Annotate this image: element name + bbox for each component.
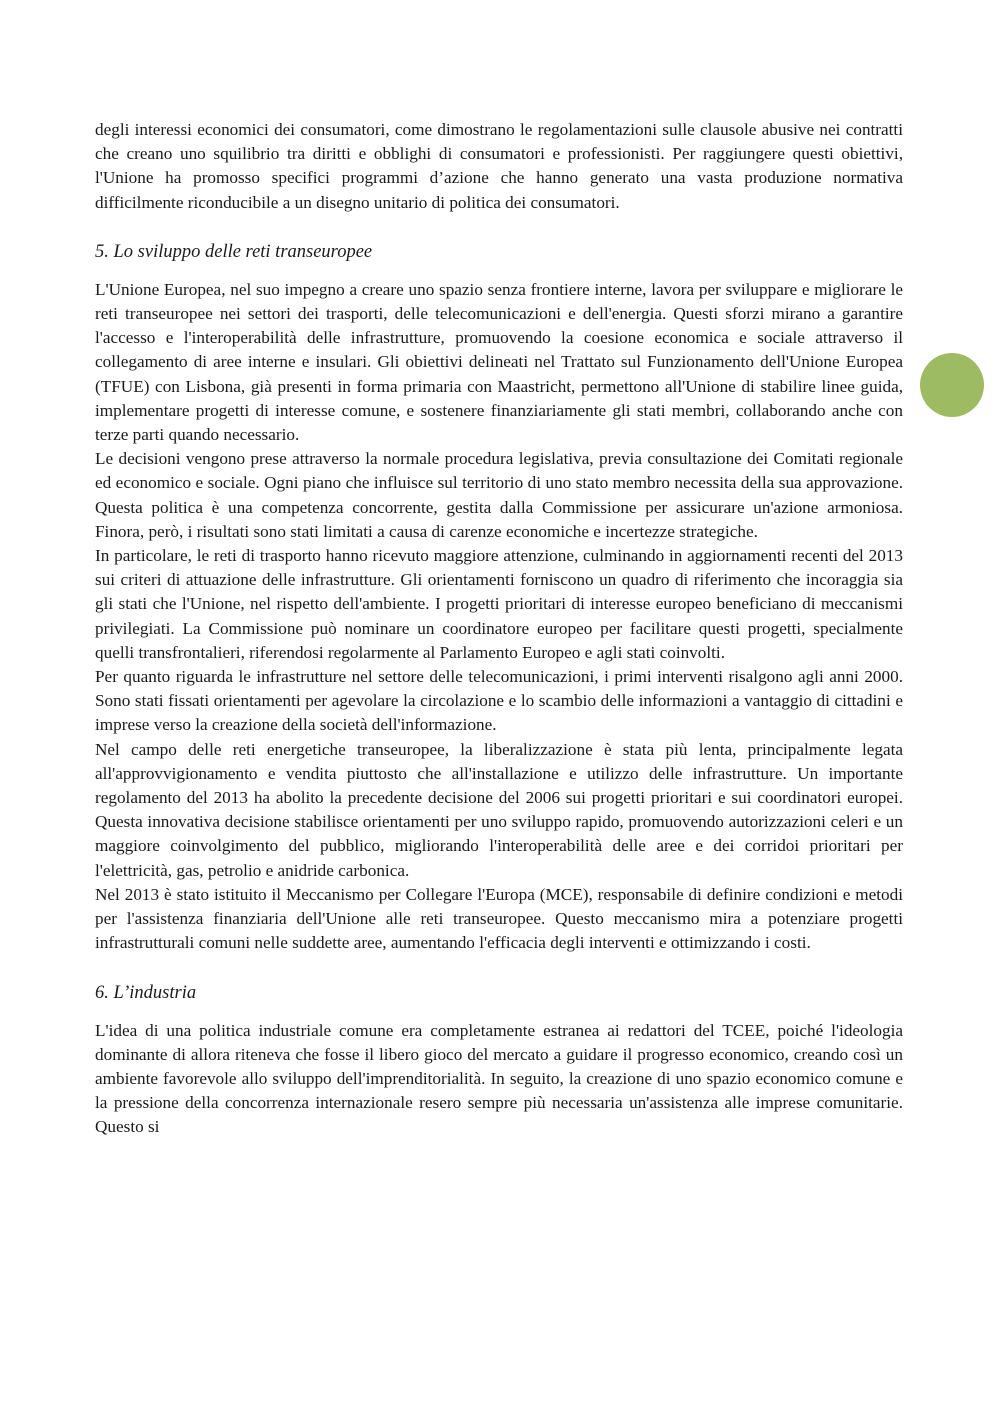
section5-paragraph-2: Le decisioni vengono prese attraverso la normale procedura legislativa, previa consultazione dei Comitati regionale ed economico e sociale. Ogni piano che influisce sul territorio di uno stato membro necessita della sua approvazione. Questa politica è una competenza concorrente, gestita dalla Commissione per assicurare un'azione armoniosa. Finora, però, i risultati sono stati limitati a causa di carenze economiche e incertezze strategiche. <box>95 449 903 541</box>
section5-paragraph-4: Per quanto riguarda le infrastrutture nel settore delle telecomunicazioni, i primi interventi risalgono agli anni 2000. Sono stati fissati orientamenti per agevolare la circolazione e lo scambio delle informazioni a vantaggio di cittadini e imprese verso la creazione della società dell'informazione. <box>95 667 903 735</box>
document-page <box>95 118 903 1140</box>
section-heading-6: 6. L’industria <box>95 982 197 1003</box>
side-tab-marker <box>920 353 984 417</box>
section-heading-5: 5. Lo sviluppo delle reti transeuropee <box>95 241 373 262</box>
section5-paragraph-3: In particolare, le reti di trasporto hanno ricevuto maggiore attenzione, culminando in aggiornamenti recenti del 2013 sui criteri di attuazione delle infrastrutture. Gli orientamenti forniscono un quadro di riferimento che incoraggia sia gli stati che l'Unione, nel rispetto dell'ambiente. I progetti prioritari di interesse europeo beneficiano di meccanismi privilegiati. La Commissione può nominare un coordinatore europeo per facilitare questi progetti, specialmente quelli transfrontalieri, riferendosi regolarmente al Parlamento Europeo e agli stati coinvolti. <box>95 546 903 662</box>
section5-paragraph-1: L'Unione Europea, nel suo impegno a creare uno spazio senza frontiere interne, lavora per sviluppare e migliorare le reti transeuropee nei settori dei trasporti, delle telecomunicazioni e dell'energia. Questi sforzi mirano a garantire l'accesso e l'interoperabilità delle infrastrutture, promuovendo la coesione economica e sociale attraverso il collegamento di aree interne e insulari. Gli obiettivi delineati nel Trattato sul Funzionamento dell'Unione Europea (TFUE) con Lisbona, già presenti in forma primaria con Maastricht, permettono all'Unione di stabilire linee guida, implementare progetti di interesse comune, e sostenere finanziariamente gli stati membri, collaborando anche con terze parti quando necessario. <box>95 279 903 445</box>
section6-paragraph-1: L'idea di una politica industriale comune era completamente estranea ai redattori del TCEE, poiché l'ideologia dominante di allora riteneva che fosse il libero gioco del mercato a guidare il progresso economico, creando così un ambiente favorevole allo sviluppo dell'imprenditorialità. In seguito, la creazione di uno spazio economico comune e la pressione della concorrenza internazionale resero sempre più necessaria un'assistenza alle imprese comunitarie. Questo si <box>95 1020 903 1137</box>
section5-paragraph-6: Nel 2013 è stato istituito il Meccanismo per Collegare l'Europa (MCE), responsabile di definire condizioni e metodi per l'assistenza finanziaria dell'Unione alle reti transeuropee. Questo meccanismo mira a potenziare progetti infrastrutturali comuni nelle suddette aree, aumentando l'efficacia degli interventi e ottimizzando i costi. <box>95 884 903 953</box>
section5-paragraph-5: Nel campo delle reti energetiche transeuropee, la liberalizzazione è stata più lenta, principalmente legata all'approvvigionamento e vendita piuttosto che all'installazione e utilizzo delle infrastrutture. Un importante regolamento del 2013 ha abolito la precedente decisione del 2006 sui progetti prioritari e sui coordinatori europei. Questa innovativa decisione stabilisce orientamenti per uno sviluppo rapido, promuovendo autorizzazioni celeri e un maggiore coinvolgimento del pubblico, migliorando l'interoperabilità delle aree e dei corridoi prioritari per l'elettricità, gas, petrolio e anidride carbonica. <box>95 739 903 880</box>
intro-paragraph: degli interessi economici dei consumatori, come dimostrano le regolamentazioni sulle clausole abusive nei contratti che creano uno squilibrio tra diritti e obblighi di consumatori e professionisti. Per raggiungere questi obiettivi, l'Unione ha promosso specifici programmi d’azione che hanno generato una vasta produzione normativa difficilmente riconducibile a un disegno unitario di politica dei consumatori. <box>95 120 903 212</box>
